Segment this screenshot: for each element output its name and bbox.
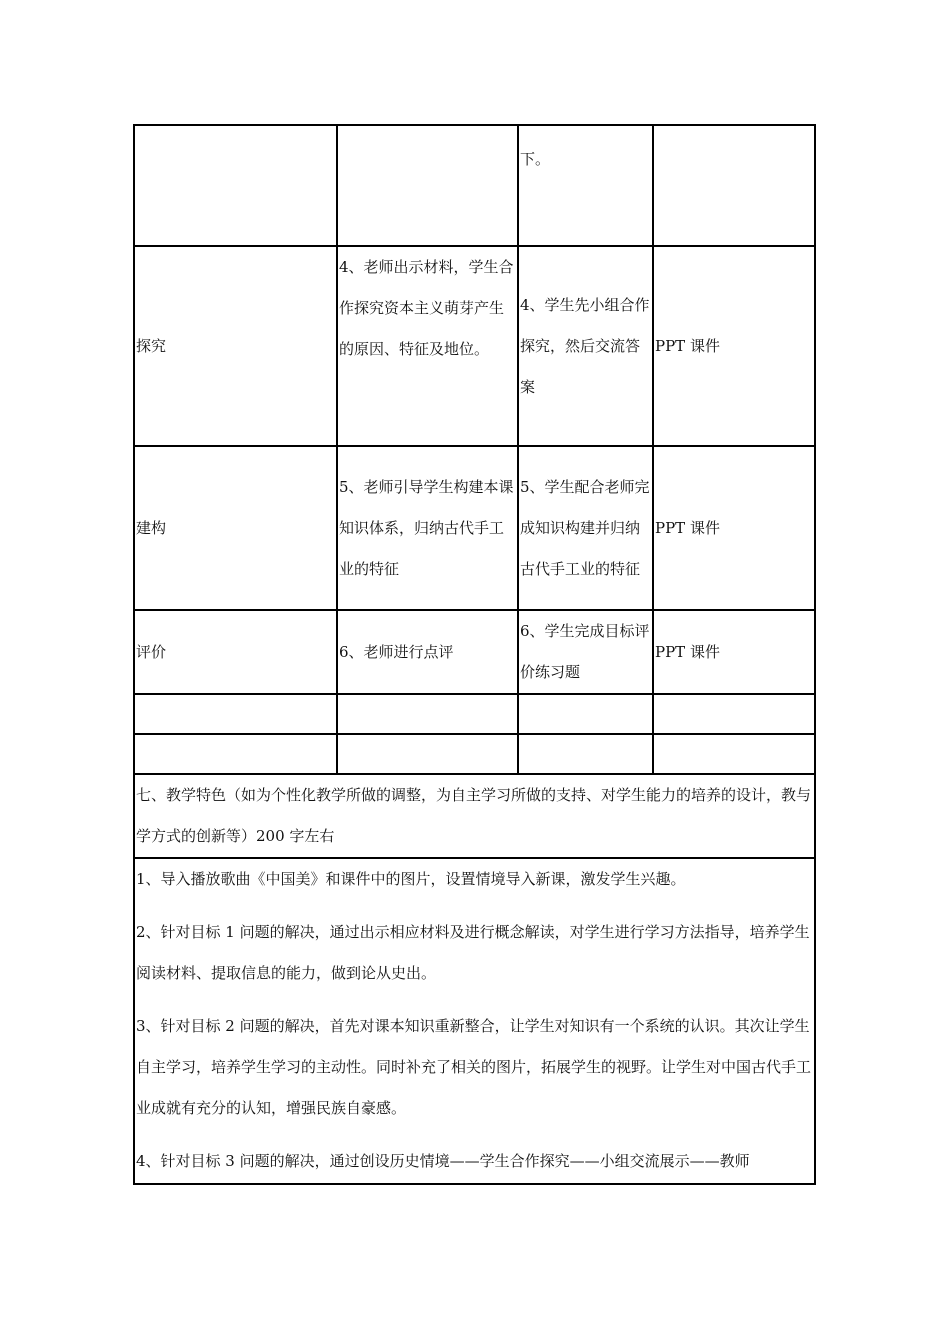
teacher-activity-cell xyxy=(337,734,518,774)
stage-cell: 探究 xyxy=(134,246,337,446)
teacher-activity-cell xyxy=(337,694,518,734)
paragraph: 1、导入播放歌曲《中国美》和课件中的图片，设置情境导入新课，激发学生兴趣。 xyxy=(136,870,686,888)
teacher-activity-cell: 6、老师进行点评 xyxy=(337,610,518,694)
section-body xyxy=(134,858,815,1184)
student-activity-cell: 4、学生先小组合作探究，然后交流答案 xyxy=(518,246,653,446)
paragraph: 2、针对目标 1 问题的解决，通过出示相应材料及进行概念解读，对学生进行学习方法指导，培养学生阅读材料、提取信息的能力，做到论从史出。 xyxy=(136,923,810,982)
teacher-activity-cell: 5、老师引导学生构建本课知识体系，归纳古代手工业的特征 xyxy=(337,446,518,610)
student-activity-cell: 6、学生完成目标评价练习题 xyxy=(518,610,653,694)
paragraph: 3、针对目标 2 问题的解决，首先对课本知识重新整合，让学生对知识有一个系统的认识。其次让学生自主学习，培养学生学习的主动性。同时补充了相关的图片，拓展学生的视野。让学生对中国古代手工业成就有充分的认知，增强民族自豪感。 xyxy=(136,1017,812,1117)
resource-cell xyxy=(653,125,815,246)
table-row xyxy=(134,446,815,610)
table-row xyxy=(134,774,815,858)
stage-cell xyxy=(134,694,337,734)
table-row xyxy=(134,610,815,694)
student-activity-cell xyxy=(518,694,653,734)
student-activity-cell: 5、学生配合老师完成知识构建并归纳古代手工业的特征 xyxy=(518,446,653,610)
stage-cell xyxy=(134,734,337,774)
stage-cell: 建构 xyxy=(134,446,337,610)
student-activity-cell: 下。 xyxy=(518,125,653,246)
student-activity-cell xyxy=(518,734,653,774)
paragraph: 4、针对目标 3 问题的解决，通过创设历史情境——学生合作探究——小组交流展示——教师 xyxy=(136,1152,750,1170)
resource-cell: PPT 课件 xyxy=(653,246,815,446)
lesson-table xyxy=(133,124,816,1185)
table-row xyxy=(134,125,815,246)
resource-cell: PPT 课件 xyxy=(653,610,815,694)
resource-cell xyxy=(653,734,815,774)
table-row xyxy=(134,858,815,1184)
table-row xyxy=(134,734,815,774)
teacher-activity-cell: 4、老师出示材料，学生合作探究资本主义萌芽产生的原因、特征及地位。 xyxy=(337,246,518,446)
table-row xyxy=(134,246,815,446)
resource-cell xyxy=(653,694,815,734)
table-row xyxy=(134,694,815,734)
section-heading: 七、教学特色（如为个性化教学所做的调整，为自主学习所做的支持、对学生能力的培养的设计，教与学方式的创新等）200 字左右 xyxy=(134,774,815,858)
teacher-activity-cell xyxy=(337,125,518,246)
stage-cell: 评价 xyxy=(134,610,337,694)
stage-cell xyxy=(134,125,337,246)
resource-cell: PPT 课件 xyxy=(653,446,815,610)
